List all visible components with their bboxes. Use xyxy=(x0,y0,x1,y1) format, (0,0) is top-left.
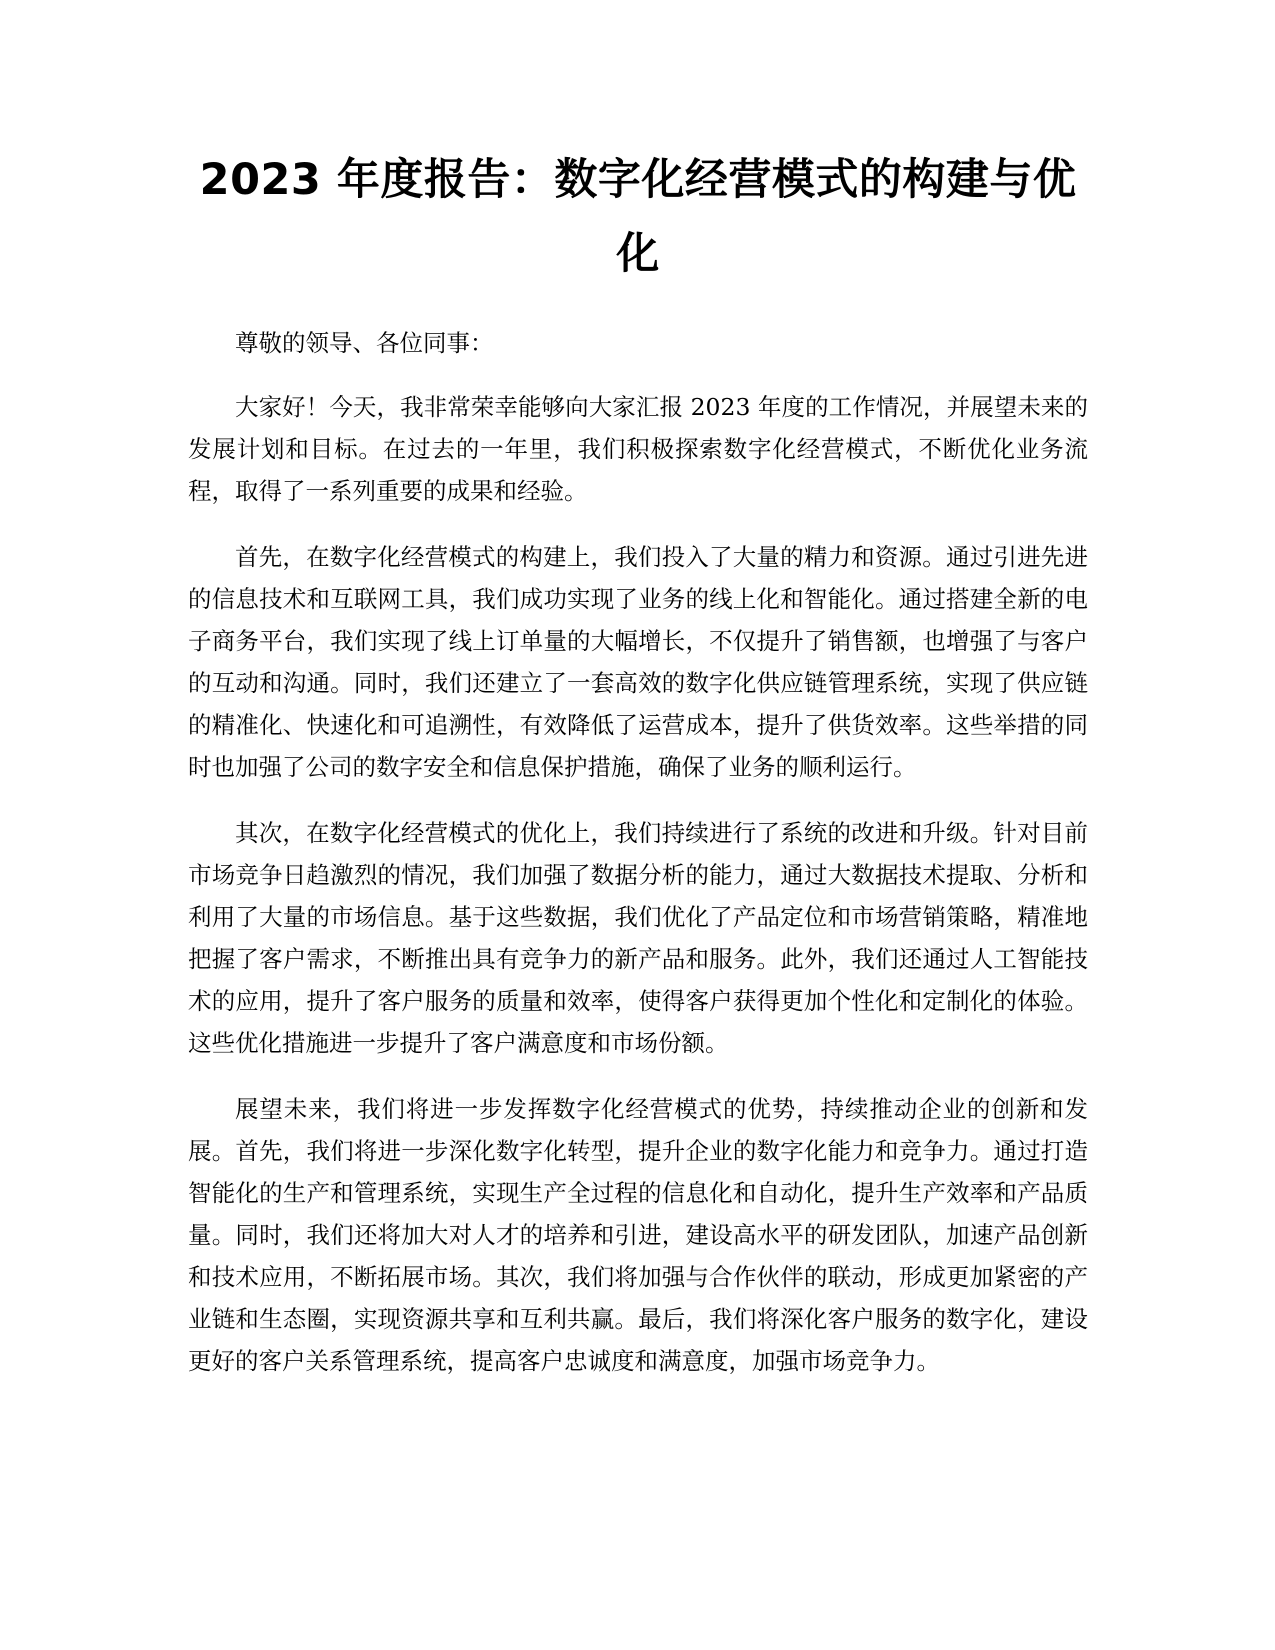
paragraph-construction: 首先，在数字化经营模式的构建上，我们投入了大量的精力和资源。通过引进先进的信息技术和互联网工具，我们成功实现了业务的线上化和智能化。通过搭建全新的电子商务平台，我们实现了线上订单量的大幅增长，不仅提升了销售额，也增强了与客户的互动和沟通。同时，我们还建立了一套高效的数字化供应链管理系统，实现了供应链的精准化、快速化和可追溯性，有效降低了运营成本，提升了供货效率。这些举措的同时也加强了公司的数字安全和信息保护措施，确保了业务的顺利运行。 xyxy=(188,543,1088,781)
paragraph-intro: 大家好！今天，我非常荣幸能够向大家汇报 2023 年度的工作情况，并展望未来的发展计划和目标。在过去的一年里，我们积极探索数字化经营模式，不断优化业务流程，取得了一系列重要的成果和经验。 xyxy=(188,393,1088,505)
document-title: 2023 年度报告：数字化经营模式的构建与优化 xyxy=(199,155,1077,279)
paragraph-outlook: 展望未来，我们将进一步发挥数字化经营模式的优势，持续推动企业的创新和发展。首先，我们将进一步深化数字化转型，提升企业的数字化能力和竞争力。通过打造智能化的生产和管理系统，实现生产全过程的信息化和自动化，提升生产效率和产品质量。同时，我们还将加大对人才的培养和引进，建设高水平的研发团队，加速产品创新和技术应用，不断拓展市场。其次，我们将加强与合作伙伴的联动，形成更加紧密的产业链和生态圈，实现资源共享和互利共赢。最后，我们将深化客户服务的数字化，建设更好的客户关系管理系统，提高客户忠诚度和满意度，加强市场竞争力。 xyxy=(188,1095,1088,1375)
paragraph-optimization: 其次，在数字化经营模式的优化上，我们持续进行了系统的改进和升级。针对目前市场竞争日趋激烈的情况，我们加强了数据分析的能力，通过大数据技术提取、分析和利用了大量的市场信息。基于这些数据，我们优化了产品定位和市场营销策略，精准地把握了客户需求，不断推出具有竞争力的新产品和服务。此外，我们还通过人工智能技术的应用，提升了客户服务的质量和效率，使得客户获得更加个性化和定制化的体验。这些优化措施进一步提升了客户满意度和市场份额。 xyxy=(188,819,1088,1057)
document-body xyxy=(188,322,1088,1406)
salutation: 尊敬的领导、各位同事： xyxy=(235,329,494,357)
